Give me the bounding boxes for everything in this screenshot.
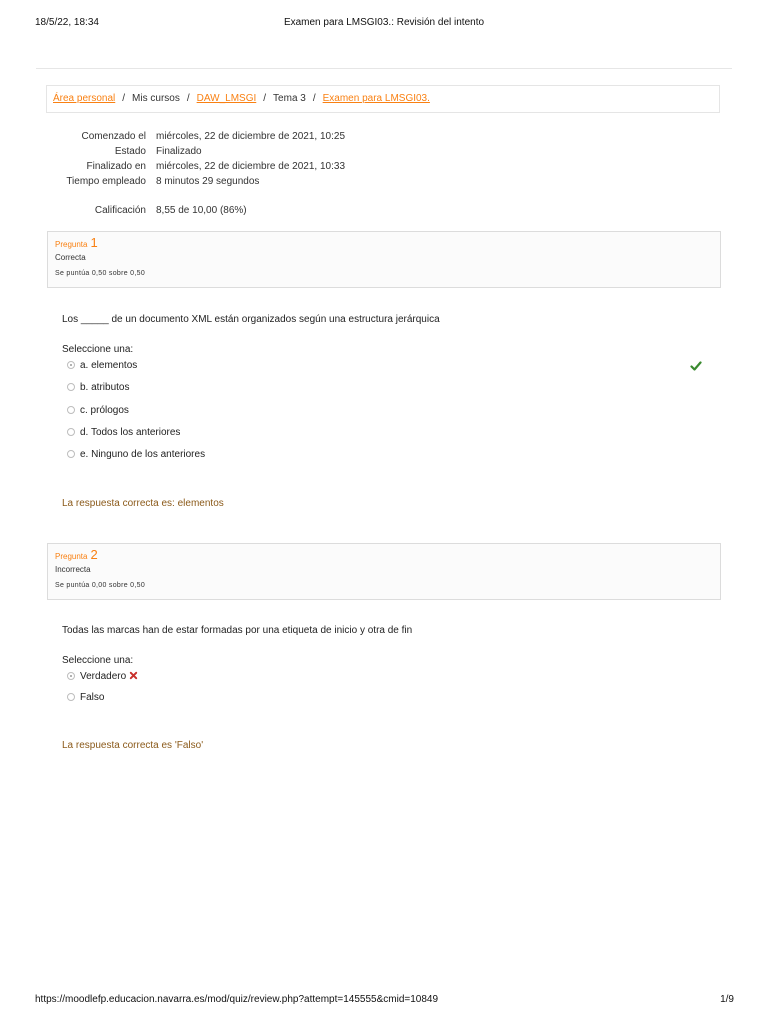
answer-option-label: d. Todos los anteriores xyxy=(80,427,181,438)
breadcrumb-area-personal[interactable]: Área personal xyxy=(53,93,116,104)
question-1-info xyxy=(47,231,721,288)
radio-button[interactable] xyxy=(67,693,75,701)
question-grade: Se puntúa 0,50 sobre 0,50 xyxy=(55,270,146,277)
answer-option[interactable] xyxy=(67,381,129,395)
radio-button[interactable] xyxy=(67,406,75,414)
question-label: Pregunta xyxy=(55,552,88,561)
question-1-feedback: La respuesta correcta es: elementos xyxy=(62,498,224,509)
answer-option[interactable] xyxy=(67,448,205,462)
summary-label: Comenzado el xyxy=(81,131,146,142)
summary-label: Calificación xyxy=(94,205,146,216)
print-header xyxy=(0,17,768,31)
answer-option-label: c. prólogos xyxy=(80,405,129,416)
radio-button-selected[interactable] xyxy=(67,672,75,680)
question-grade: Se puntúa 0,00 sobre 0,50 xyxy=(55,582,146,589)
breadcrumb xyxy=(46,85,720,113)
breadcrumb-separator: / xyxy=(312,93,316,104)
answer-option[interactable] xyxy=(67,691,104,705)
answer-option-label: a. elementos xyxy=(80,360,138,371)
summary-row-state xyxy=(46,145,446,160)
question-state: Incorrecta xyxy=(55,565,91,574)
summary-label: Tiempo empleado xyxy=(66,176,146,187)
print-page-title: Examen para LMSGI03.: Revisión del intento xyxy=(283,17,485,28)
question-state: Correcta xyxy=(55,253,86,262)
breadcrumb-course[interactable]: DAW_LMSGI xyxy=(196,93,257,104)
print-datetime: 18/5/22, 18:34 xyxy=(35,17,99,28)
summary-value: 8,55 de 10,00 (86%) xyxy=(156,205,247,216)
summary-label: Finalizado en xyxy=(86,161,146,172)
question-number xyxy=(55,235,98,250)
check-icon xyxy=(690,360,702,372)
breadcrumb-mis-cursos: Mis cursos xyxy=(132,93,180,104)
question-number xyxy=(55,547,98,562)
answer-option[interactable] xyxy=(67,404,129,418)
print-page-number: 1/9 xyxy=(720,994,734,1005)
answer-option-label: Falso xyxy=(80,692,105,703)
radio-button[interactable] xyxy=(67,428,75,436)
cross-icon xyxy=(129,671,138,680)
divider xyxy=(36,68,732,69)
question-number-value: 2 xyxy=(90,547,98,562)
question-number-value: 1 xyxy=(90,235,98,250)
question-2-text: Todas las marcas han de estar formadas por una etiqueta de inicio y otra de fin xyxy=(62,625,413,636)
attempt-summary xyxy=(46,130,446,219)
question-1-text: Los _____ de un documento XML están organizados según una estructura jerárquica xyxy=(62,314,440,325)
summary-value: miércoles, 22 de diciembre de 2021, 10:33 xyxy=(156,161,346,172)
summary-label: Estado xyxy=(114,146,146,157)
summary-row-finished xyxy=(46,160,446,175)
question-2-prompt: Seleccione una: xyxy=(62,655,134,666)
summary-row-grade xyxy=(46,204,446,219)
answer-option[interactable] xyxy=(67,670,138,684)
summary-row-time xyxy=(46,175,446,204)
summary-value: 8 minutos 29 segundos xyxy=(156,176,260,187)
answer-option[interactable] xyxy=(67,359,137,373)
question-1-prompt: Seleccione una: xyxy=(62,344,134,355)
question-2-info xyxy=(47,543,721,600)
summary-value: Finalizado xyxy=(156,146,202,157)
breadcrumb-separator: / xyxy=(122,93,126,104)
breadcrumb-separator: / xyxy=(263,93,267,104)
radio-button[interactable] xyxy=(67,450,75,458)
breadcrumb-tema: Tema 3 xyxy=(273,93,306,104)
answer-option-label: b. atributos xyxy=(80,382,130,393)
radio-button[interactable] xyxy=(67,383,75,391)
breadcrumb-separator: / xyxy=(186,93,190,104)
question-label: Pregunta xyxy=(55,240,88,249)
answer-option-label: Verdadero xyxy=(80,671,127,682)
radio-button-selected[interactable] xyxy=(67,361,75,369)
print-url: https://moodlefp.educacion.navarra.es/mod/quiz/review.php?attempt=145555&cmid=10849 xyxy=(35,994,439,1005)
answer-option-label: e. Ninguno de los anteriores xyxy=(80,449,206,460)
summary-value: miércoles, 22 de diciembre de 2021, 10:25 xyxy=(156,131,346,142)
question-2-feedback: La respuesta correcta es 'Falso' xyxy=(62,740,204,751)
breadcrumb-quiz[interactable]: Examen para LMSGI03. xyxy=(322,93,430,104)
answer-option[interactable] xyxy=(67,426,180,440)
summary-row-started xyxy=(46,130,446,145)
